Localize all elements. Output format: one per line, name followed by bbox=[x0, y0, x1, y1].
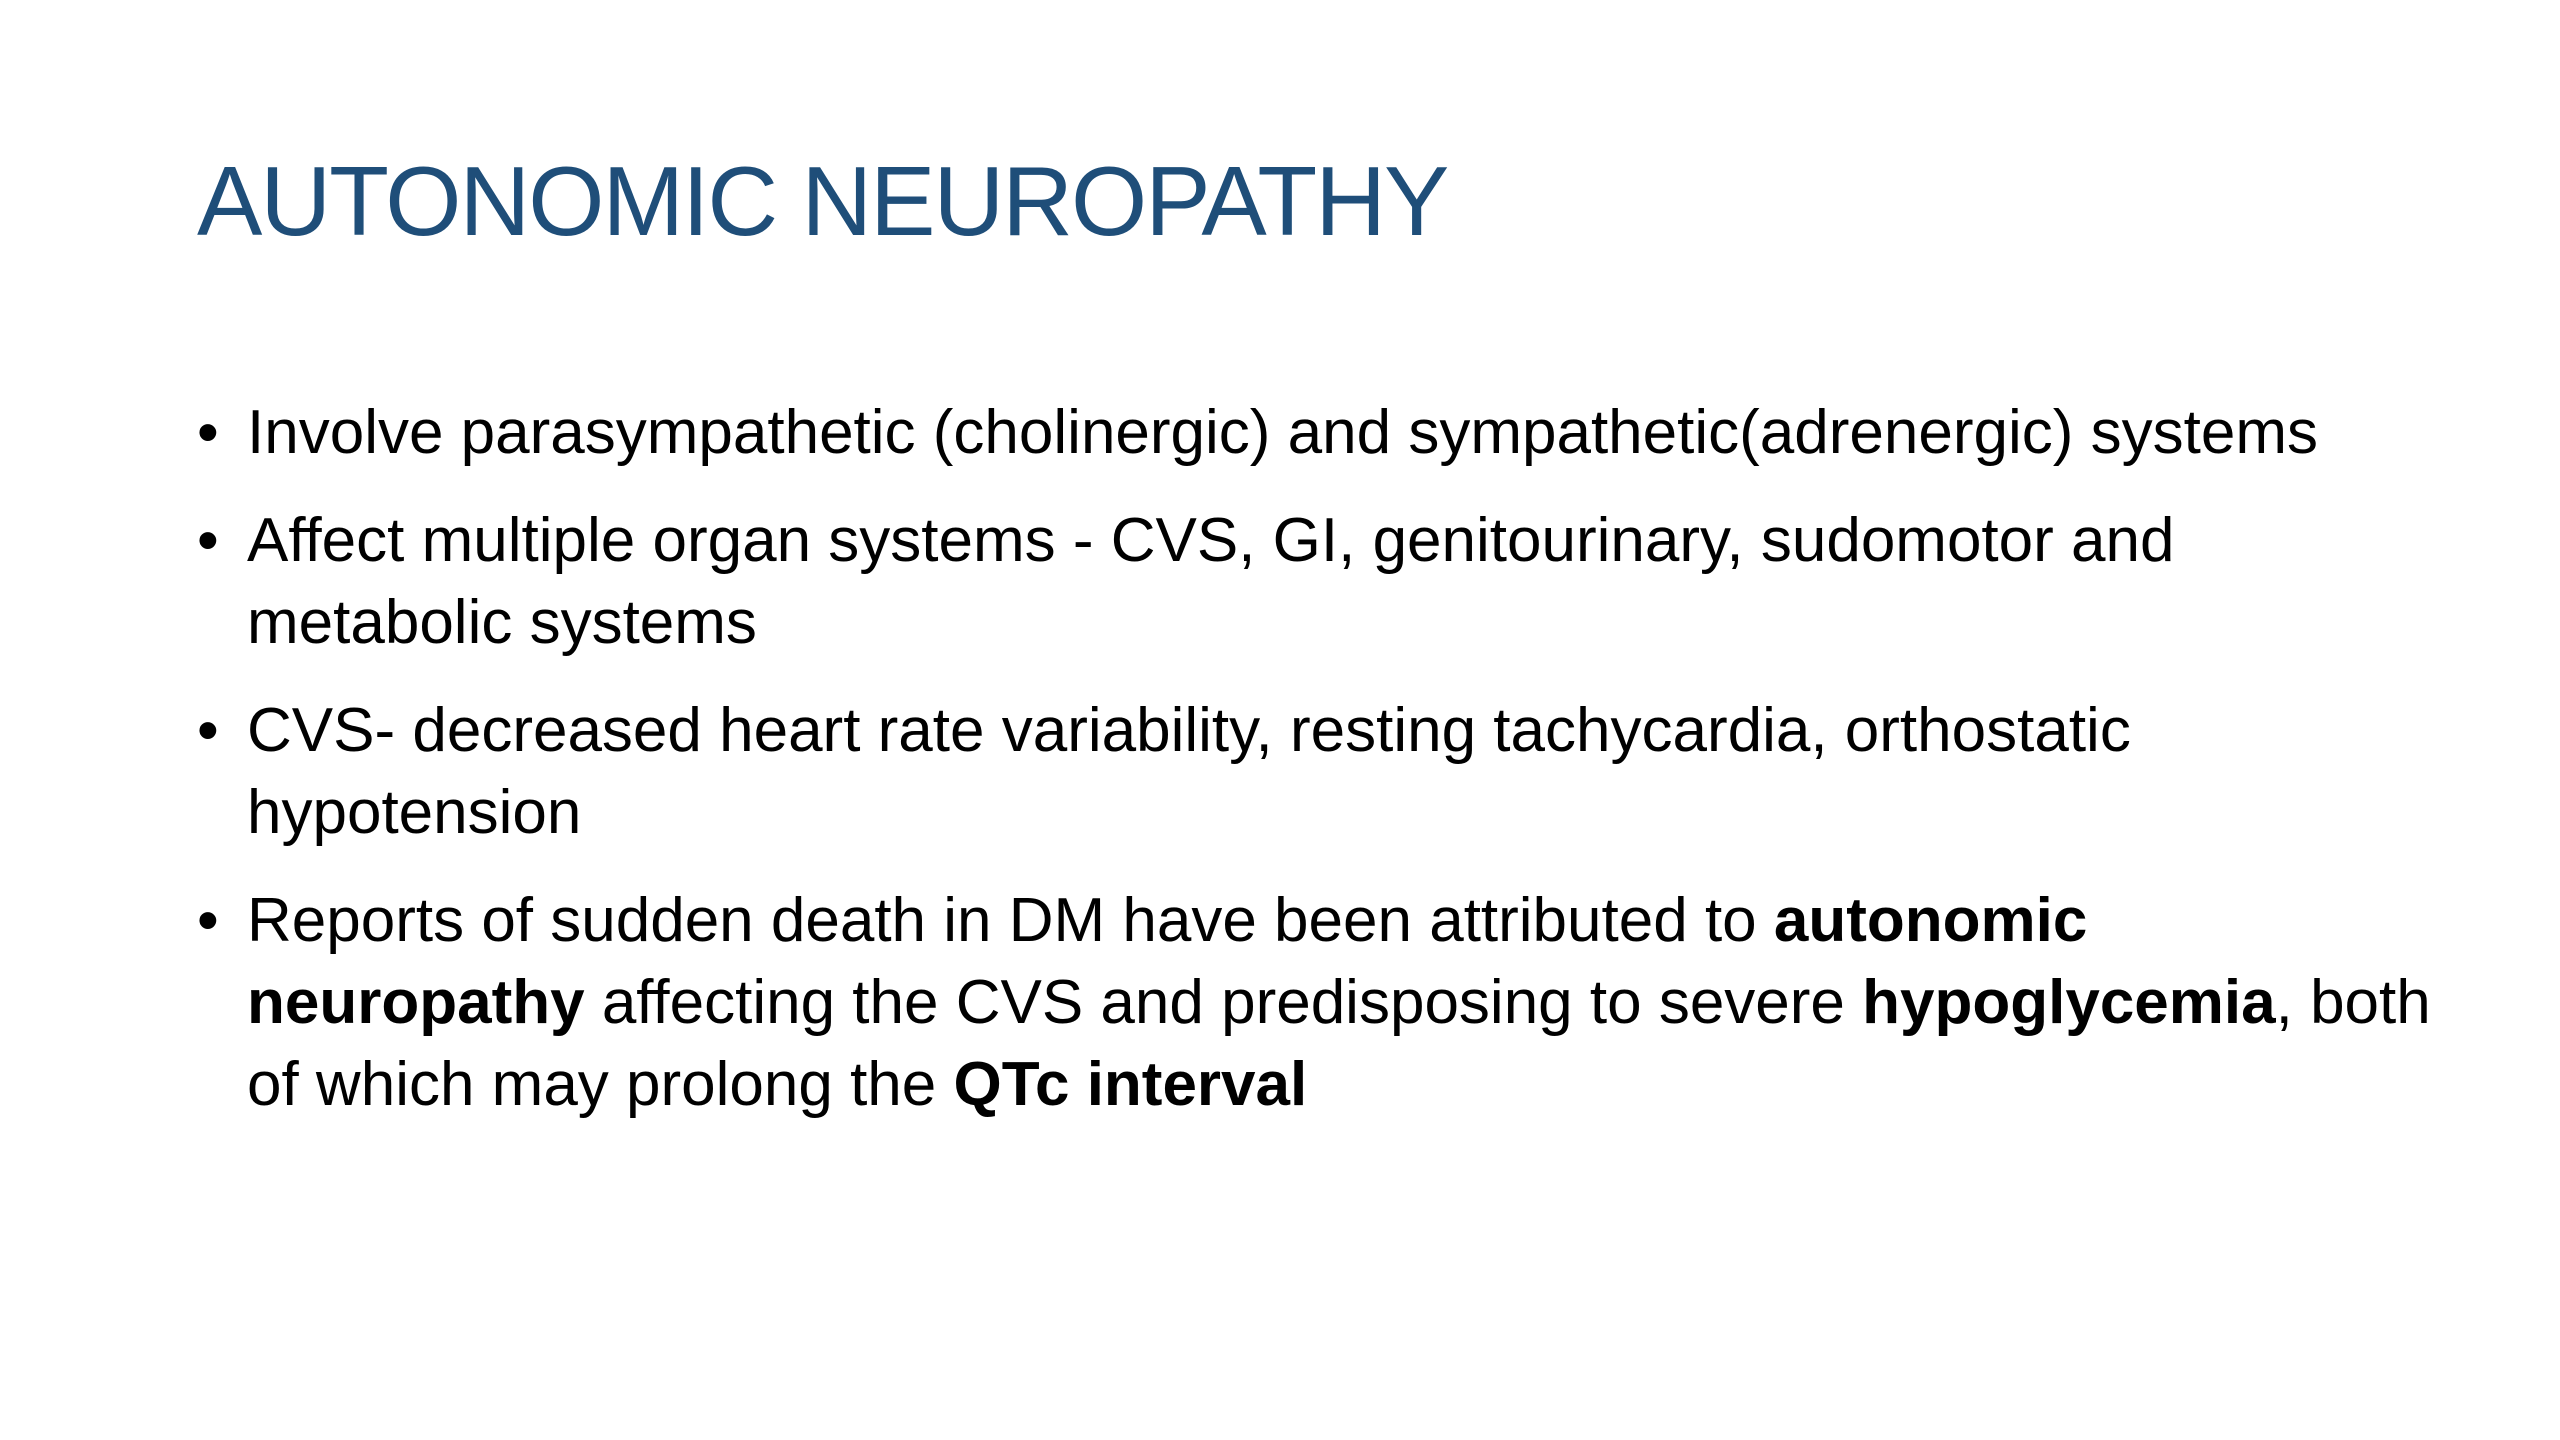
bullet-item bbox=[197, 690, 2437, 854]
bullet-item bbox=[197, 392, 2437, 474]
slide-title: AUTONOMIC NEUROPATHY bbox=[197, 146, 1448, 256]
bullet-text bbox=[247, 886, 2431, 1119]
bold-term-qtc-interval: QTc interval bbox=[953, 1050, 1308, 1119]
bold-term-hypoglycemia: hypoglycemia bbox=[1862, 968, 2276, 1037]
bullet-icon: • bbox=[197, 398, 219, 467]
bullet-item bbox=[197, 880, 2437, 1126]
bullet-item bbox=[197, 500, 2437, 664]
bullet-text-segment: affecting the CVS and predisposing to severe bbox=[584, 968, 1863, 1037]
bullet-icon: • bbox=[197, 696, 219, 765]
bullet-icon: • bbox=[197, 506, 219, 575]
bullet-list bbox=[197, 392, 2437, 1152]
bold-term-autonomic-neuropathy: autonomic neuropathy bbox=[247, 886, 2088, 1037]
bullet-text: Affect multiple organ systems - CVS, GI, genitourinary, sudomotor and metabolic systems bbox=[247, 506, 2175, 657]
bullet-text-segment: , both of which may prolong the bbox=[247, 968, 2431, 1119]
bullet-text-segment: Reports of sudden death in DM have been attributed to bbox=[247, 886, 1774, 955]
bullet-text: CVS- decreased heart rate variability, resting tachycardia, orthostatic hypotension bbox=[247, 696, 2131, 847]
bullet-icon: • bbox=[197, 886, 219, 955]
bullet-text: Involve parasympathetic (cholinergic) and sympathetic(adrenergic) systems bbox=[247, 398, 2318, 467]
